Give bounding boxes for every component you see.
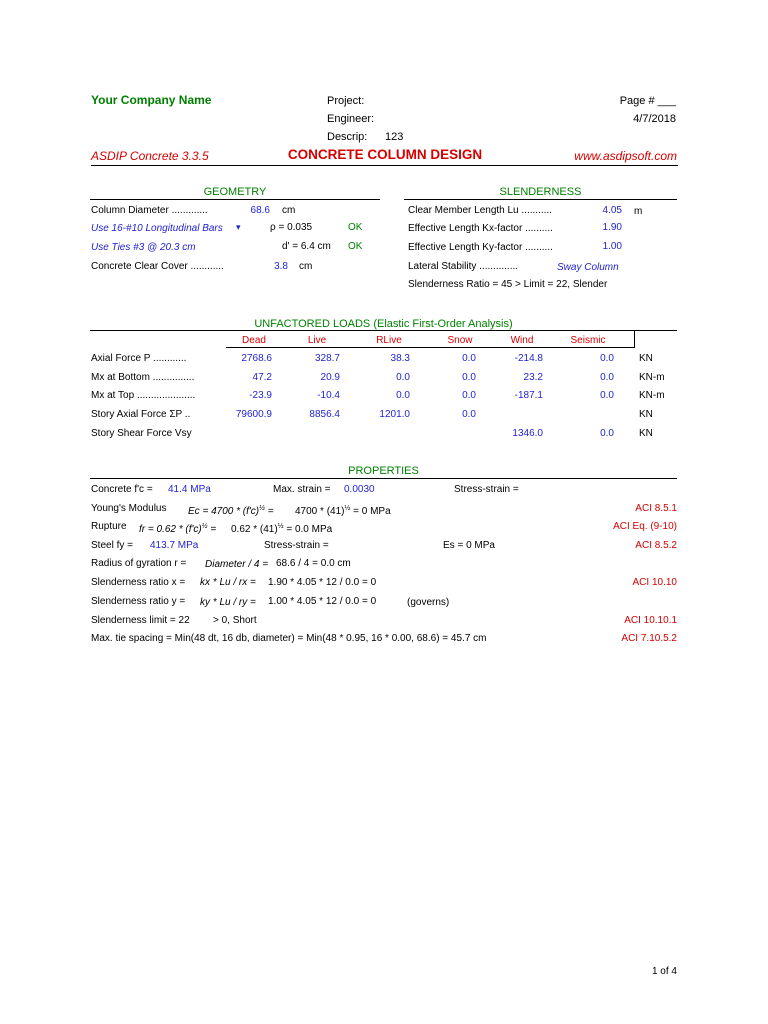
loads-row-label: Story Shear Force Vsy [91, 428, 192, 439]
loads-cell[interactable]: 1346.0 [512, 428, 543, 439]
slenderness-y-calc: 1.00 * 4.05 * 12 / 0.0 = 0 [268, 596, 377, 607]
bars-dropdown-icon[interactable]: ▾ [236, 222, 241, 232]
loads-cell[interactable]: 0.0 [462, 372, 476, 383]
bars-selection[interactable]: Use 16-#10 Longitudinal Bars [91, 223, 223, 234]
ties-selection[interactable]: Use Ties #3 @ 20.3 cm [91, 242, 196, 253]
cover-value[interactable]: 3.8 [274, 261, 288, 272]
loads-cell[interactable]: 47.2 [252, 372, 272, 383]
slenderness-limit-calc: > 0, Short [213, 615, 257, 626]
steel-stress-strain-label: Stress-strain = [264, 540, 329, 551]
loads-header-rule [226, 347, 635, 348]
loads-cell[interactable]: -10.4 [317, 390, 340, 401]
slenderness-rule [404, 199, 677, 200]
slenderness-x-ref: ACI 10.10 [632, 577, 677, 588]
max-strain-label: Max. strain = [273, 484, 331, 495]
max-strain-value[interactable]: 0.0030 [344, 484, 375, 495]
loads-header-dead: Dead [242, 335, 266, 346]
rupture-calc: $0.62 * (41)^{\frac{1}{2}} = 0.0$ MPa [231, 523, 333, 535]
project-label: Project: [327, 95, 365, 107]
loads-cell[interactable]: 79600.9 [235, 409, 272, 420]
rho-status: OK [348, 222, 363, 233]
tie-spacing-ref: ACI 7.10.5.2 [621, 633, 677, 644]
loads-unit: KN [639, 409, 653, 420]
doc-title: CONCRETE COLUMN DESIGN [287, 147, 483, 162]
lu-label: Clear Member Length Lu ........... [408, 205, 552, 216]
d-prime-status: OK [348, 241, 363, 252]
loads-header-divider [634, 331, 635, 348]
loads-cell[interactable]: 0.0 [600, 353, 614, 364]
website-link[interactable]: www.asdipsoft.com [574, 149, 677, 163]
header-rule [91, 165, 678, 166]
slenderness-title: SLENDERNESS [499, 186, 582, 198]
d-prime-value: d' = 6.4 cm [282, 241, 331, 252]
properties-title: PROPERTIES [348, 465, 419, 477]
loads-unit: KN-m [639, 372, 665, 383]
youngs-modulus-ref: ACI 8.5.1 [635, 503, 677, 514]
loads-cell[interactable]: 0.0 [462, 353, 476, 364]
slenderness-y-label: Slenderness ratio y = [91, 596, 186, 607]
youngs-modulus-formula: $Ec = 4700 * (f'c)^{\frac{1}{2}}$ = [188, 505, 274, 517]
loads-cell[interactable]: 38.3 [390, 353, 410, 364]
loads-cell[interactable]: 20.9 [320, 372, 340, 383]
fy-ref: ACI 8.5.2 [635, 540, 677, 551]
loads-row-label: Story Axial Force ΣP .. [91, 409, 191, 420]
loads-header-snow: Snow [447, 335, 473, 346]
ky-label: Effective Length Ky-factor .......... [408, 242, 553, 253]
col-diam-label: Column Diameter ............. [91, 205, 208, 216]
ky-value[interactable]: 1.00 [602, 241, 622, 252]
tie-spacing-text: Max. tie spacing = Min(48 dt, 16 db, diameter) = Min(48 * 0.95, 16 * 0.00, 68.6) = 45.7 cm [91, 633, 487, 644]
slenderness-x-label: Slenderness ratio x = [91, 577, 186, 588]
rupture-ref: ACI Eq. (9-10) [613, 521, 677, 532]
slenderness-ratio-text: Slenderness Ratio = 45 > Limit = 22, Slender [408, 279, 608, 290]
loads-cell[interactable]: 0.0 [462, 409, 476, 420]
slenderness-limit-label: Slenderness limit = 22 [91, 615, 190, 626]
loads-row-label: Mx at Top ..................... [91, 390, 196, 401]
loads-unit: KN [639, 353, 653, 364]
page-number: Page # ___ [619, 95, 676, 107]
software-name: ASDIP Concrete 3.3.5 [91, 149, 209, 163]
geometry-rule [90, 199, 380, 200]
kx-value[interactable]: 1.90 [602, 222, 622, 233]
slenderness-limit-ref: ACI 10.10.1 [624, 615, 677, 626]
loads-row-label: Mx at Bottom ............... [91, 372, 195, 383]
stress-strain-label: Stress-strain = [454, 484, 519, 495]
report-date: 4/7/2018 [633, 113, 676, 125]
slenderness-x-calc: 1.90 * 4.05 * 12 / 0.0 = 0 [268, 577, 377, 588]
loads-unit: KN [639, 428, 653, 439]
descrip-label: Descrip: [327, 131, 368, 143]
engineer-label: Engineer: [327, 113, 375, 125]
fy-value[interactable]: 413.7 MPa [150, 540, 199, 551]
loads-cell[interactable]: -214.8 [514, 353, 543, 364]
loads-cell[interactable]: 2768.6 [241, 353, 272, 364]
company-name: Your Company Name [91, 93, 212, 107]
cover-unit: cm [299, 261, 313, 272]
loads-header-wind: Wind [510, 335, 534, 346]
loads-title: UNFACTORED LOADS (Elastic First-Order Analysis) [254, 318, 513, 330]
gyration-label: Radius of gyration r = [91, 558, 187, 569]
descrip-value: 123 [385, 131, 404, 143]
youngs-modulus-calc: $4700 * (41)^{\frac{1}{2}} = 0$ MPa [295, 505, 391, 517]
geometry-title: GEOMETRY [203, 186, 267, 198]
loads-cell[interactable]: 1201.0 [379, 409, 410, 420]
loads-header-rlive: RLive [376, 335, 402, 346]
fc-label: Concrete f'c = [91, 484, 153, 495]
loads-rule [90, 330, 677, 331]
lu-value[interactable]: 4.05 [602, 205, 622, 216]
loads-cell[interactable]: 0.0 [600, 428, 614, 439]
loads-cell[interactable]: 8856.4 [309, 409, 340, 420]
loads-cell[interactable]: 0.0 [396, 390, 410, 401]
cover-label: Concrete Clear Cover ............ [91, 261, 224, 272]
slenderness-x-formula: kx * Lu / rx = [200, 577, 256, 588]
loads-cell[interactable]: 0.0 [600, 390, 614, 401]
loads-unit: KN-m [639, 390, 665, 401]
loads-cell[interactable]: 0.0 [396, 372, 410, 383]
slenderness-y-formula: ky * Lu / ry = [200, 597, 256, 608]
page-of: 1 of 4 [651, 966, 677, 977]
loads-header-live: Live [307, 335, 327, 346]
properties-rule [90, 478, 677, 479]
rupture-label: Rupture [91, 521, 127, 532]
es-value: Es = 0 MPa [443, 540, 495, 551]
loads-cell[interactable]: 0.0 [462, 390, 476, 401]
col-diam-unit: cm [282, 205, 296, 216]
loads-row-label: Axial Force P ............ [91, 353, 187, 364]
loads-cell[interactable]: -23.9 [249, 390, 272, 401]
gyration-calc: 68.6 / 4 = 0.0 cm [276, 558, 351, 569]
youngs-modulus-label: Young's Modulus [91, 503, 167, 514]
fc-value[interactable]: 41.4 MPa [168, 484, 211, 495]
loads-cell[interactable]: -187.1 [514, 390, 543, 401]
lateral-stability-value[interactable]: Sway Column [557, 262, 619, 273]
rho-value: ρ = 0.035 [270, 222, 313, 233]
rupture-formula: fr = $0.62 * (f'c)^{\frac{1}{2}}$ = [139, 523, 217, 535]
kx-label: Effective Length Kx-factor .......... [408, 223, 553, 234]
loads-cell[interactable]: 0.0 [600, 372, 614, 383]
lu-unit: m [634, 206, 643, 217]
fy-label: Steel fy = [91, 540, 133, 551]
gyration-formula: Diameter / 4 = [205, 559, 269, 570]
col-diam-value[interactable]: 68.6 [250, 205, 270, 216]
loads-cell[interactable]: 23.2 [523, 372, 543, 383]
slenderness-y-note: (governs) [407, 597, 450, 608]
lateral-stability-label: Lateral Stability .............. [408, 261, 519, 272]
loads-cell[interactable]: 328.7 [314, 353, 340, 364]
loads-header-seismic: Seismic [570, 335, 606, 346]
